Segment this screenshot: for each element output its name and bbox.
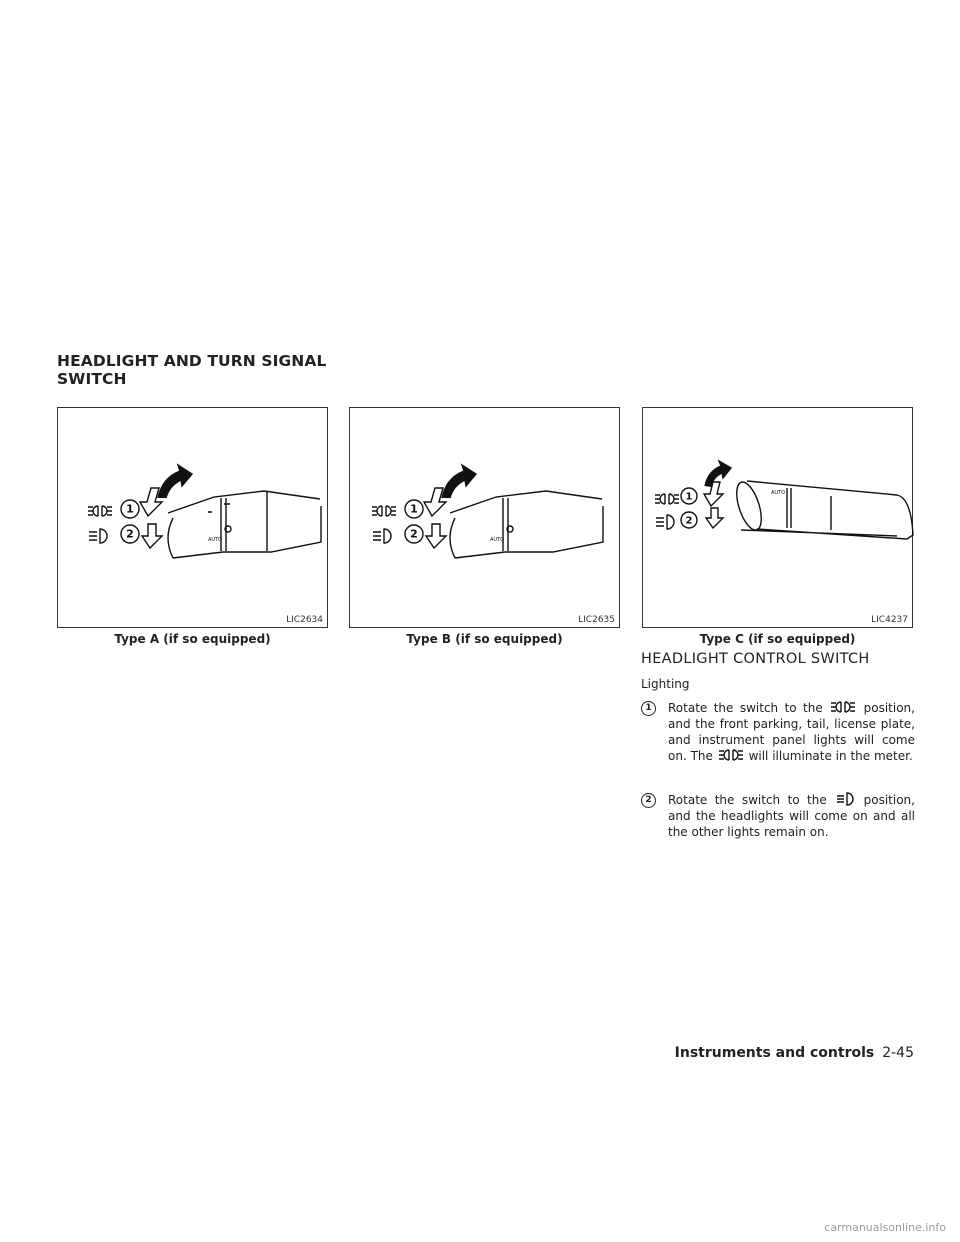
figure-caption: Type B (if so equipped) (406, 632, 563, 646)
lighting-label: Lighting (641, 677, 690, 691)
knob-auto-label: AUTO (490, 537, 505, 543)
page-footer (675, 1045, 914, 1061)
parking-light-icon (719, 748, 743, 762)
step-1-marker: 1 (126, 502, 134, 516)
step-text-part: position, and the headlights will come on and all the other lights remain on. (668, 793, 915, 839)
section-title-line2: SWITCH (57, 370, 127, 388)
figure-type-b (349, 407, 620, 628)
step-2-marker: 2 (685, 515, 693, 527)
parking-light-icon (372, 506, 396, 516)
step-text (668, 792, 915, 840)
headlight-icon (656, 515, 674, 529)
headlight-icon (89, 529, 107, 543)
parking-light-icon (831, 700, 855, 714)
page-number: 2-45 (882, 1045, 914, 1061)
step-text-part: position, and the front parking, tail, license plate, and instrument panel lights will come on. The (668, 701, 915, 763)
parking-light-icon (88, 506, 112, 516)
step-text (668, 700, 915, 764)
subheading: HEADLIGHT CONTROL SWITCH (641, 651, 870, 667)
step-1-marker: 1 (685, 491, 693, 503)
parking-light-icon (655, 494, 679, 504)
switch-illustration-type-b (350, 408, 621, 629)
step-2-marker: 2 (410, 527, 418, 541)
watermark: carmanualsonline.info (824, 1221, 946, 1234)
step-text-part: Rotate the switch to the (668, 701, 823, 715)
step-1-marker: 1 (410, 502, 418, 516)
step-number: 1 (641, 701, 656, 716)
knob-auto-label: AUTO (208, 537, 223, 543)
headlight-icon (373, 529, 391, 543)
section-title (57, 352, 326, 388)
chapter-title: Instruments and controls (674, 1045, 875, 1061)
step-2-marker: 2 (126, 527, 134, 541)
figure-caption: Type A (if so equipped) (114, 632, 271, 646)
figure-type-c (642, 407, 913, 628)
headlight-icon (836, 792, 854, 806)
step-text-part: will illuminate in the meter. (748, 749, 913, 763)
switch-illustration-type-c (643, 408, 914, 629)
figure-type-a (57, 407, 328, 628)
step-1 (641, 700, 915, 764)
figure-code: LIC2634 (286, 615, 323, 625)
figure-code: LIC2635 (578, 615, 615, 625)
section-title-line1: HEADLIGHT AND TURN SIGNAL (57, 352, 327, 370)
knob-auto-label: AUTO (771, 490, 786, 496)
step-number: 2 (641, 793, 656, 808)
step-text-part: Rotate the switch to the (668, 793, 827, 807)
figure-code: LIC4237 (871, 615, 908, 625)
switch-illustration-type-a (58, 408, 329, 629)
figure-caption: Type C (if so equipped) (699, 632, 856, 646)
step-2 (641, 792, 915, 840)
